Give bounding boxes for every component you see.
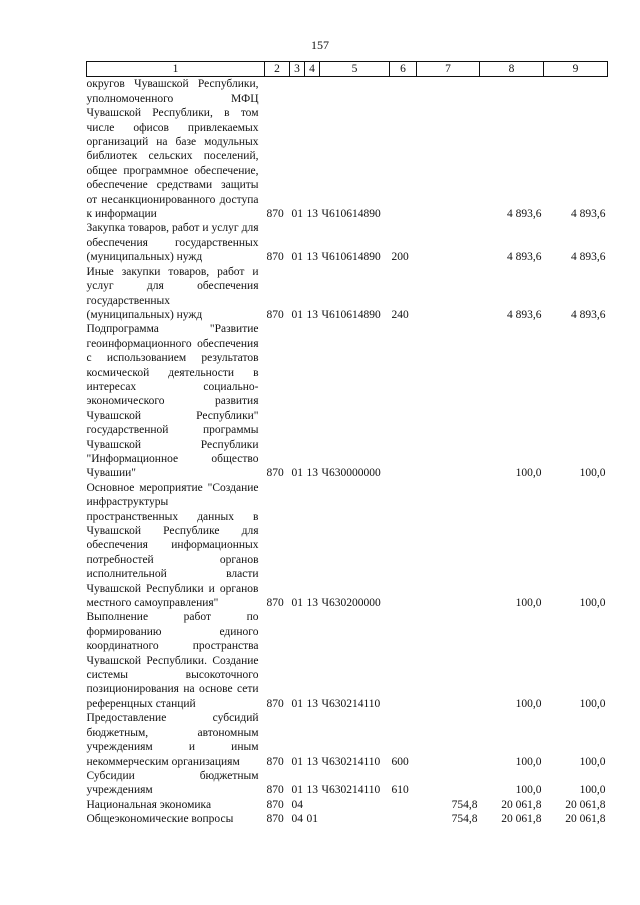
ministry-code: 870 — [266, 251, 284, 264]
target-article-code: Ч610614890 — [321, 251, 381, 264]
row-name: Предоставление субсидий бюджетным, автономным учреждениям и иным некоммерческим организациям — [86, 712, 259, 768]
amount-col9: 100,0 — [579, 467, 606, 480]
column-header: 2 — [265, 62, 290, 77]
expense-type-code — [390, 481, 417, 611]
table-row — [87, 610, 608, 711]
amount-col8: 100,0 — [515, 597, 542, 610]
table-row — [87, 322, 608, 480]
ministry-code: 870 — [266, 697, 284, 710]
column-header-row — [87, 62, 608, 77]
row-name: Основное мероприятие "Создание инфраструктуры пространственных данных в Чувашской Республике для обеспечения информационных потребностей органов исполнительной власти Чувашской Республики и органов местного самоуправления" — [86, 481, 259, 610]
subsection-code: 13 — [306, 755, 318, 768]
expense-type-code: 600 — [391, 755, 409, 768]
amount-col9: 100,0 — [579, 597, 606, 610]
subsection-code: 13 — [306, 467, 318, 480]
amount-col8: 4 893,6 — [507, 308, 542, 321]
ministry-code: 870 — [266, 755, 284, 768]
target-article-code — [320, 812, 390, 826]
amount-col9: 20 061,8 — [565, 798, 606, 811]
column-header: 8 — [480, 62, 544, 77]
expense-type-code — [390, 610, 417, 711]
subsection-code: 13 — [306, 597, 318, 610]
ministry-code: 870 — [266, 784, 284, 797]
amount-col9: 4 893,6 — [571, 308, 606, 321]
page-number: 157 — [311, 38, 329, 52]
amount-col8: 100,0 — [515, 755, 542, 768]
amount-col8: 100,0 — [515, 697, 542, 710]
subsection-code: 13 — [306, 308, 318, 321]
table-row — [87, 77, 608, 222]
section-code: 01 — [291, 784, 303, 797]
target-article-code: Ч630214110 — [321, 697, 381, 710]
ministry-code: 870 — [266, 597, 284, 610]
row-name: Закупка товаров, работ и услуг для обеспечения государственных (муниципальных) нужд — [86, 222, 259, 264]
amount-col9: 100,0 — [579, 784, 606, 797]
budget-table — [86, 61, 608, 827]
ministry-code: 870 — [266, 467, 284, 480]
table-row — [87, 221, 608, 264]
amount-col7: 754,8 — [451, 813, 478, 826]
section-code: 01 — [291, 208, 303, 221]
target-article-code: Ч610614890 — [321, 208, 381, 221]
expense-type-code — [390, 322, 417, 480]
column-header: 6 — [390, 62, 417, 77]
subsection-code: 13 — [306, 697, 318, 710]
table-row — [87, 798, 608, 812]
expense-type-code — [390, 798, 417, 812]
amount-col8: 100,0 — [515, 467, 542, 480]
amount-col7 — [417, 481, 480, 611]
amount-col7 — [417, 610, 480, 711]
amount-col8: 100,0 — [515, 784, 542, 797]
expense-type-code — [390, 812, 417, 826]
section-code: 01 — [291, 597, 303, 610]
column-header: 1 — [87, 62, 265, 77]
column-header: 7 — [417, 62, 480, 77]
row-name: Подпрограмма "Развитие геоинформационного обеспечения с использованием результатов космической деятельности в интересах социально-экономического развития Чувашской Республики" государственной программы Чувашской Республики "Информационное общество Чувашии" — [86, 323, 259, 480]
target-article-code: Ч630214110 — [321, 784, 381, 797]
section-code: 01 — [291, 467, 303, 480]
ministry-code: 870 — [266, 798, 284, 811]
amount-col8: 4 893,6 — [507, 208, 542, 221]
subsection-code: 13 — [306, 251, 318, 264]
table-row — [87, 481, 608, 611]
amount-col8: 20 061,8 — [501, 798, 542, 811]
ministry-code: 870 — [266, 813, 284, 826]
target-article-code: Ч630200000 — [321, 597, 381, 610]
section-code: 01 — [291, 697, 303, 710]
table-row — [87, 769, 608, 798]
section-code: 01 — [291, 308, 303, 321]
section-code: 01 — [291, 755, 303, 768]
table-row — [87, 711, 608, 769]
amount-col9: 20 061,8 — [565, 813, 606, 826]
expense-type-code — [390, 77, 417, 222]
amount-col7 — [417, 77, 480, 222]
amount-col9: 4 893,6 — [571, 208, 606, 221]
amount-col7 — [417, 221, 480, 264]
amount-col7: 754,8 — [451, 798, 478, 811]
column-header: 9 — [544, 62, 608, 77]
subsection-code: 13 — [306, 208, 318, 221]
section-code: 01 — [291, 251, 303, 264]
table-row — [87, 265, 608, 323]
amount-col7 — [417, 265, 480, 323]
ministry-code: 870 — [266, 208, 284, 221]
target-article-code: Ч630214110 — [321, 755, 381, 768]
subsection-code: 13 — [306, 784, 318, 797]
row-name: Иные закупки товаров, работ и услуг для обеспечения государственных (муниципальных) нужд — [86, 265, 259, 321]
row-name: Национальная экономика — [86, 798, 212, 811]
section-code: 04 — [291, 798, 303, 811]
ministry-code: 870 — [266, 308, 284, 321]
amount-col7 — [417, 322, 480, 480]
target-article-code — [320, 798, 390, 812]
row-name: округов Чувашской Республики, уполномоченного МФЦ Чувашской Республики, в том числе офисов привлекаемых организаций на базе модульных библиотек сельских поселений, общее программное обеспечение, обеспечение средствами защиты от несанкционированного доступа к информации — [86, 78, 259, 221]
expense-type-code: 610 — [391, 784, 409, 797]
amount-col8: 20 061,8 — [501, 813, 542, 826]
target-article-code: Ч630000000 — [321, 467, 381, 480]
amount-col8: 4 893,6 — [507, 251, 542, 264]
column-header: 4 — [305, 62, 320, 77]
row-name: Субсидии бюджетным учреждениям — [86, 769, 259, 797]
amount-col9: 100,0 — [579, 755, 606, 768]
row-name: Общеэкономические вопросы — [86, 813, 234, 826]
subsection-code: 01 — [306, 813, 318, 826]
table-row — [87, 812, 608, 826]
expense-type-code: 200 — [391, 251, 409, 264]
column-header: 5 — [320, 62, 390, 77]
amount-col9: 4 893,6 — [571, 251, 606, 264]
subsection-code — [305, 798, 320, 812]
amount-col9: 100,0 — [579, 697, 606, 710]
amount-col7 — [417, 769, 480, 798]
expense-type-code: 240 — [391, 308, 409, 321]
row-name: Выполнение работ по формированию единого координатного пространства Чувашской Республики. Создание системы высокоточного позиционирования на основе сети референцных станций — [86, 611, 259, 710]
amount-col7 — [417, 711, 480, 769]
section-code: 04 — [291, 813, 303, 826]
target-article-code: Ч610614890 — [321, 308, 381, 321]
column-header: 3 — [290, 62, 305, 77]
